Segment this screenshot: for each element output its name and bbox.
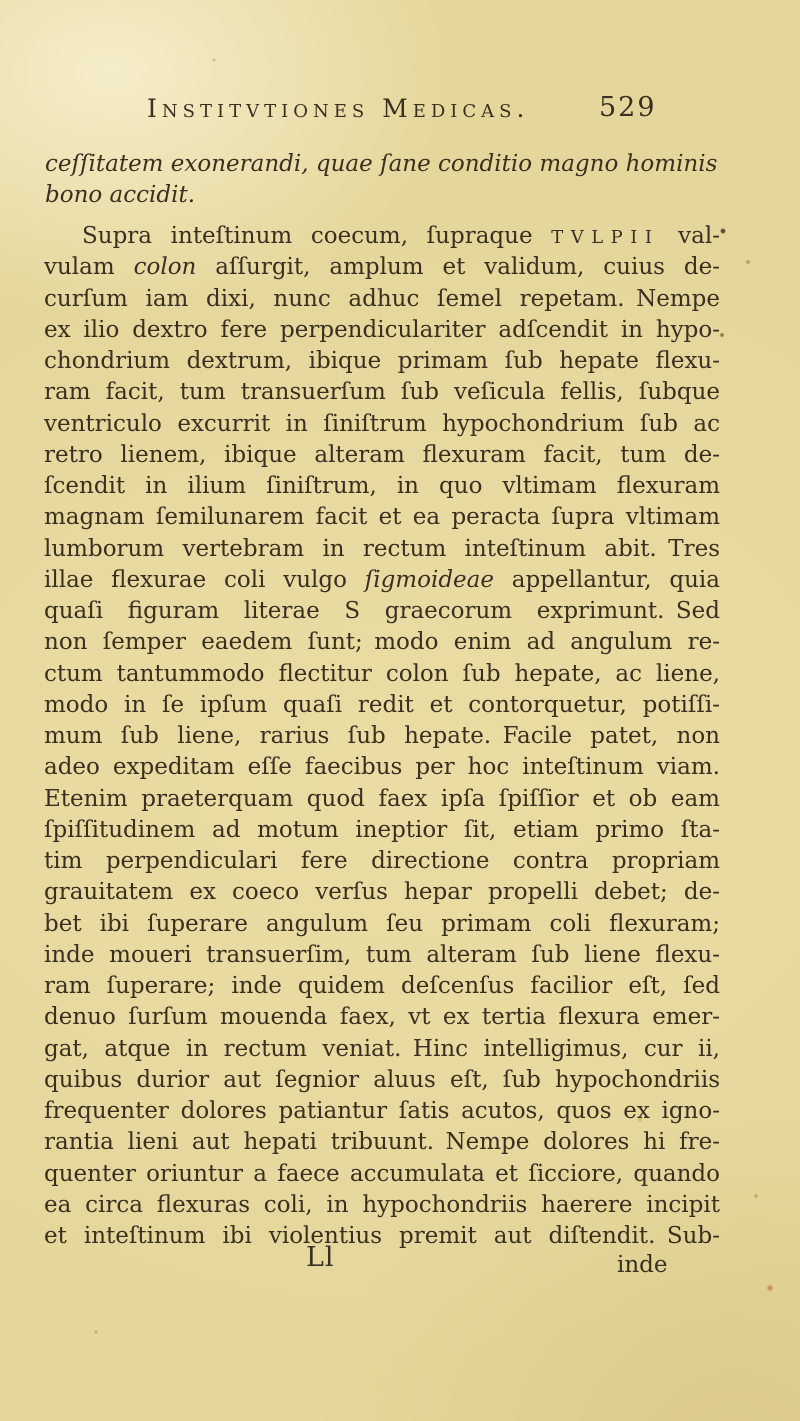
body-text-line: grauitatem ex coeco verſus hepar propelli debet; de- (44, 879, 720, 906)
body-text-line: et inteſtinum ibi violentius premit aut diſtendit. Sub- (44, 1223, 720, 1249)
body-text-line: vulam colon aſſurgit, amplum et validum, cuius de- (44, 254, 720, 281)
running-header (0, 94, 800, 130)
body-text-line: frequenter dolores patiantur ſatis acutos, quos ex igno- (44, 1098, 720, 1124)
body-text-line: ram facit, tum transuerſum ſub veſicula fellis, ſubque (44, 379, 720, 406)
body-paragraph (44, 221, 720, 1252)
body-text-line: rantia lieni aut hepati tribuunt. Nempe dolores hi fre- (44, 1129, 720, 1156)
body-text-line: ctum tantummodo flectitur colon ſub hepate, ac liene, (44, 660, 720, 687)
body-text-line: non ſemper eaedem ſunt; modo enim ad angulum re- (44, 629, 720, 656)
page-number: 529 (599, 92, 657, 123)
signature-mark: Ll (306, 1242, 335, 1273)
running-title: Institvtiones Medicas. (147, 94, 530, 123)
body-text-line: ſcendit in ilium ſiniſtrum, in quo vltimam flexuram (44, 473, 720, 499)
body-text-line: lumborum vertebram in rectum inteſtinum abit. Tres (44, 535, 720, 562)
body-text-line: inde moueri transuerſim, tum alteram ſub liene flexu- (44, 941, 720, 968)
body-text-line: tim perpendiculari fere directione contra propriam (44, 848, 720, 874)
body-text-line: ſpiſſitudinem ad motum ineptior ſit, etiam primo ſta- (44, 816, 720, 843)
body-text-line: ventriculo excurrit in ſiniſtrum hypochondrium ſub ac (44, 410, 720, 437)
body-text-line: retro lienem, ibique alteram flexuram facit, tum de- (44, 441, 720, 468)
intro-lines (45, 149, 717, 211)
body-text-line: quenter oriuntur a faece accumulata et ſicciore, quando (44, 1160, 720, 1187)
body-text-line: gat, atque in rectum veniat. Hinc intelligimus, cur ii, (44, 1035, 720, 1062)
catchword: inde (617, 1252, 668, 1278)
intro-text-line: ceſſitatem exonerandi, quae ſane conditio magno hominis (45, 151, 718, 177)
body-text-line: ram ſuperare; inde quidem deſcenſus facilior eſt, ſed (44, 973, 720, 999)
body-text-line: chondrium dextrum, ibique primam ſub hepate flexu- (44, 348, 720, 374)
body-text-line: Etenim praeterquam quod faex ipſa ſpiſſior et ob eam (44, 785, 720, 812)
body-text-line: bet ibi ſuperare angulum ſeu primam coli flexuram; (44, 910, 720, 937)
body-text-line: modo in ſe ipſum quaſi redit et contorquetur, potiſſi- (44, 691, 720, 718)
intro-text-line: bono accidit. (45, 182, 196, 208)
body-text-line: Supra inteſtinum coecum, ſupraque TVLPII val- (82, 223, 720, 249)
body-text-line: quaſi figuram literae S graecorum exprimunt. Sed (44, 598, 720, 624)
body-text-line: magnam ſemilunarem facit et ea peracta ſupra vltimam (44, 504, 720, 531)
body-text-line: mum ſub liene, rarius ſub hepate. Facile patet, non (44, 723, 720, 749)
body-text-line: ex ilio dextro fere perpendiculariter adſcendit in hypo- (44, 316, 720, 343)
body-text-line: ea circa flexuras coli, in hypochondriis haerere incipit (44, 1191, 720, 1218)
body-text-line: quibus durior aut ſegnior aluus eſt, ſub hypochondriis (44, 1066, 720, 1093)
body-text-line: curſum iam dixi, nunc adhuc ſemel repetam. Nempe (44, 285, 720, 312)
body-text-line: adeo expeditam eſſe faecibus per hoc inteſtinum viam. (44, 754, 720, 781)
body-text-line: denuo ſurſum mouenda faex, vt ex tertia flexura emer- (44, 1004, 720, 1031)
body-text-line: illae flexurae coli vulgo ſigmoideae appellantur, quia (44, 566, 720, 593)
